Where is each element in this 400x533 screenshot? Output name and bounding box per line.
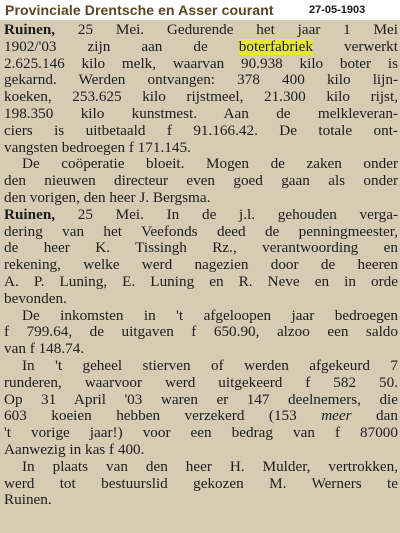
article-text: 25 Mei. In de j.l. gehouden verga- — [55, 206, 398, 223]
article-text: den vorigen, den heer J. Bergsma. — [4, 189, 211, 206]
article-line — [4, 341, 398, 358]
highlighted-term: boterfabriek — [238, 38, 313, 55]
article-column — [4, 22, 398, 509]
article-text: van f 148.74. — [4, 341, 85, 358]
article-text: runderen, waarvoor werd uitgekeerd f 582 50. — [4, 374, 398, 391]
article-line — [4, 459, 398, 476]
article-text: In 't geheel stierven of werden afgekeurd 7 — [22, 357, 398, 374]
article-text: Op 31 April '03 waren er 147 deelnemers, die — [4, 391, 398, 408]
article-line — [4, 492, 398, 509]
article-text: meer — [321, 408, 352, 425]
article-text: rekening, welke werd nagezien door de heeren — [4, 257, 398, 274]
newspaper-clipping — [0, 20, 400, 533]
article-text: f 799.64, de uitgaven f 650.90, alzoo een saldo — [4, 324, 398, 341]
article-text: De coöperatie bloeit. Mogen de zaken onder — [22, 156, 398, 173]
article-line — [4, 89, 398, 106]
article-line — [4, 442, 398, 459]
article-line — [4, 156, 398, 173]
article-line — [4, 408, 398, 425]
article-line — [4, 190, 398, 207]
article-line — [4, 392, 398, 409]
article-line — [4, 224, 398, 241]
article-text: dering van het Veefonds deed de penningmeester, — [4, 223, 398, 240]
article-text: De inkomsten in 't afgeloopen jaar bedroegen — [22, 307, 398, 324]
article-line — [4, 123, 398, 140]
article-text: Ruinen. — [4, 492, 52, 509]
publication-date: 27-05-1903 — [309, 4, 366, 16]
article-line — [4, 476, 398, 493]
article-line — [4, 425, 398, 442]
article-text: A. P. Luning, E. Luning en R. Neve en in orde — [4, 273, 398, 290]
article-line — [4, 106, 398, 123]
masthead — [0, 0, 400, 20]
article-line — [4, 240, 398, 257]
article-text: 2.625.146 kilo melk, waarvan 90.938 kilo boter is — [4, 55, 398, 72]
article-line — [4, 39, 398, 56]
article-text: Aanwezig in kas f 400. — [4, 441, 145, 458]
article-text: vangsten bedroegen f 171.145. — [4, 139, 191, 156]
article-line — [4, 173, 398, 190]
article-line — [4, 358, 398, 375]
article-text: gekarnd. Werden ontvangen: 378 400 kilo lijn- — [4, 72, 398, 89]
article-text: 198.350 kilo kunstmest. Aan de melkleveran- — [4, 105, 398, 122]
article-text: bevonden. — [4, 290, 67, 307]
article-line — [4, 375, 398, 392]
article-text: verwerkt — [313, 38, 398, 55]
article-text: 25 Mei. Gedurende het jaar 1 Mei — [55, 22, 398, 38]
article-line — [4, 274, 398, 291]
article-text: ciers is uitbetaald f 91.166.42. De totale ont- — [4, 122, 398, 139]
dateline: Ruinen, — [4, 206, 56, 223]
article-text: werd tot bestuurslid gekozen M. Werners te — [4, 475, 398, 492]
article-text: koeken, 253.625 kilo rijstmeel, 21.300 kilo rijst, — [4, 89, 398, 106]
article-line — [4, 72, 398, 89]
article-line — [4, 291, 398, 308]
article-text: In plaats van den heer H. Mulder, vertrokken, — [22, 458, 398, 475]
article-text: 't vorige jaar!) voor een bedrag van f 87000 — [4, 425, 398, 442]
article-text: dan — [351, 408, 398, 425]
article-line — [4, 56, 398, 73]
article-line — [4, 308, 398, 325]
article-text: den nieuwen directeur even goed gaan als onder — [4, 173, 398, 190]
article-text: de heer K. Tissingh Rz., verantwoording en — [4, 240, 398, 257]
article-line — [4, 324, 398, 341]
newspaper-title: Provinciale Drentsche en Asser courant — [5, 2, 274, 18]
dateline: Ruinen, — [4, 22, 56, 38]
article-text: 1902/'03 zijn aan de — [4, 38, 239, 55]
article-line — [4, 207, 398, 224]
article-line — [4, 140, 398, 157]
article-line — [4, 22, 398, 39]
article-line — [4, 257, 398, 274]
article-text: 603 koeien hebben verzekerd (153 — [4, 408, 322, 425]
